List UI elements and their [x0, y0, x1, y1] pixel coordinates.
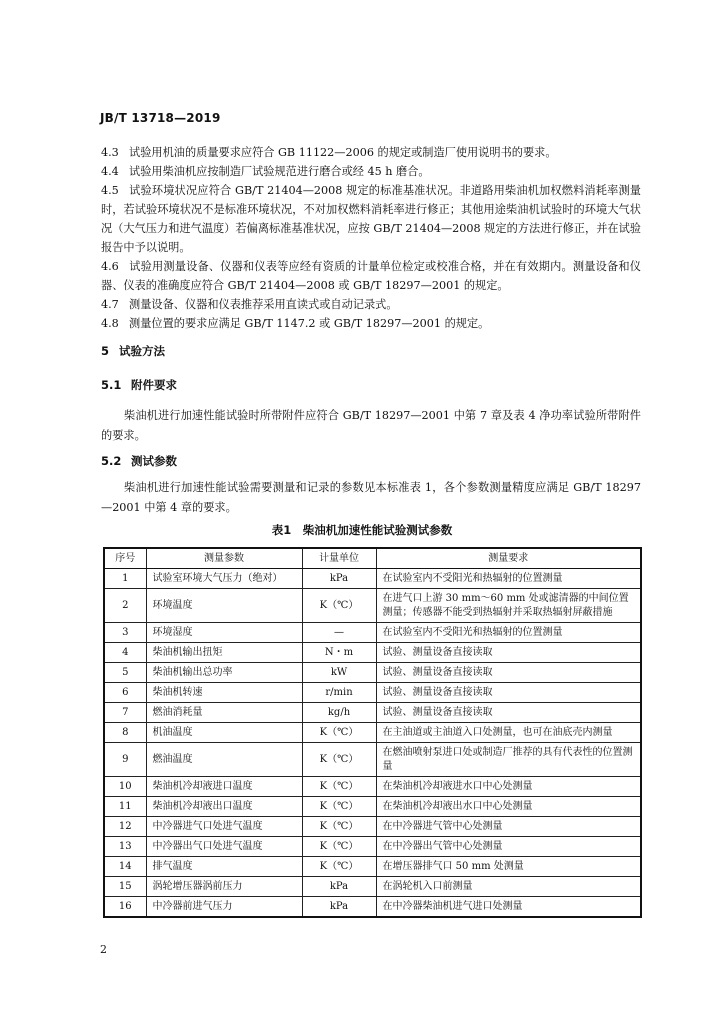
cell-param: 柴油机输出总功率: [146, 663, 302, 683]
clause-4-8: [101, 314, 641, 333]
section-5-1-heading: [101, 377, 177, 393]
cell-unit: K（℃）: [302, 589, 376, 623]
cell-no: 9: [104, 743, 146, 777]
cell-req: 在涡轮机入口前测量: [376, 877, 641, 897]
cell-param: 涡轮增压器涡前压力: [146, 877, 302, 897]
cell-req: 在试验室内不受阳光和热辐射的位置测量: [376, 623, 641, 643]
cell-no: 13: [104, 837, 146, 857]
cell-no: 1: [104, 569, 146, 589]
table-row: [104, 797, 641, 817]
cell-no: 16: [104, 897, 146, 918]
page-number: 2: [100, 943, 107, 956]
table-row: [104, 857, 641, 877]
clause-4-3: [101, 143, 641, 162]
cell-param: 环境湿度: [146, 623, 302, 643]
clause-number: 4.8: [101, 317, 119, 330]
cell-unit: kg/h: [302, 703, 376, 723]
cell-req: 在柴油机冷却液进水口中心处测量: [376, 777, 641, 797]
header-req: 测量要求: [376, 548, 641, 569]
header-param: 测量参数: [146, 548, 302, 569]
header-unit: 计量单位: [302, 548, 376, 569]
section-5-1-text: 柴油机进行加速性能试验时所带附件应符合 GB/T 18297—2001 中第 7 章及表 4 净功率试验所带附件的要求。: [101, 409, 641, 442]
cell-unit: kPa: [302, 877, 376, 897]
cell-param: 柴油机冷却液进口温度: [146, 777, 302, 797]
table-row: [104, 817, 641, 837]
table-row: [104, 877, 641, 897]
clause-4-4: [101, 162, 641, 181]
table-row: [104, 743, 641, 777]
clause-number: 4.3: [101, 146, 119, 159]
clause-text: 试验用柴油机应按制造厂试验规范进行磨合或经 45 h 磨合。: [129, 165, 430, 178]
clause-number: 4.7: [101, 298, 119, 311]
clause-4-7: [101, 295, 641, 314]
cell-req: 在燃油喷射泵进口处或制造厂推荐的具有代表性的位置测量: [376, 743, 641, 777]
cell-no: 3: [104, 623, 146, 643]
clause-number: 4.6: [101, 260, 119, 273]
clause-text: 试验环境状况应符合 GB/T 21404—2008 规定的标准基准状况。非道路用柴油机加权燃料消耗率测量时，若试验环境状况不是标准环境状况，不对加权燃料消耗率进行修正；其他用途柴油机试验时的环境大气状况（大气压力和进气温度）若偏离标准基准状况，应按 GB/T 21404—2008 规定的方法进行修正，并在试验报告中予以说明。: [101, 184, 641, 254]
cell-param: 柴油机冷却液出口温度: [146, 797, 302, 817]
cell-unit: kW: [302, 663, 376, 683]
section-number: 5: [101, 344, 110, 358]
cell-no: 5: [104, 663, 146, 683]
table-row: [104, 777, 641, 797]
cell-req: 试验、测量设备直接读取: [376, 643, 641, 663]
cell-req: 试验、测量设备直接读取: [376, 703, 641, 723]
cell-unit: N・m: [302, 643, 376, 663]
table-row: [104, 723, 641, 743]
cell-param: 柴油机转速: [146, 683, 302, 703]
cell-req: 试验、测量设备直接读取: [376, 683, 641, 703]
cell-unit: K（℃）: [302, 743, 376, 777]
cell-no: 11: [104, 797, 146, 817]
cell-unit: kPa: [302, 897, 376, 918]
cell-no: 10: [104, 777, 146, 797]
section-number: 5.2: [101, 454, 122, 468]
cell-param: 柴油机输出扭矩: [146, 643, 302, 663]
section-number: 5.1: [101, 378, 122, 392]
clause-text: 测量设备、仪器和仪表推荐采用直读式或自动记录式。: [129, 298, 398, 311]
cell-req: 在试验室内不受阳光和热辐射的位置测量: [376, 569, 641, 589]
cell-unit: K（℃）: [302, 797, 376, 817]
table-header-row: [104, 548, 641, 569]
cell-no: 12: [104, 817, 146, 837]
cell-req: 在主油道或主油道入口处测量，也可在油底壳内测量: [376, 723, 641, 743]
clause-text: 测量位置的要求应满足 GB/T 1147.2 或 GB/T 18297—2001 的规定。: [129, 317, 490, 330]
cell-no: 4: [104, 643, 146, 663]
table-row: [104, 589, 641, 623]
cell-param: 排气温度: [146, 857, 302, 877]
cell-no: 7: [104, 703, 146, 723]
header-no: 序号: [104, 548, 146, 569]
table-row: [104, 643, 641, 663]
cell-param: 中冷器前进气压力: [146, 897, 302, 918]
cell-req: 在中冷器柴油机进气进口处测量: [376, 897, 641, 918]
cell-unit: K（℃）: [302, 857, 376, 877]
cell-param: 试验室环境大气压力（绝对）: [146, 569, 302, 589]
test-parameter-table: [103, 547, 642, 918]
clause-4-5: [101, 181, 641, 257]
cell-unit: —: [302, 623, 376, 643]
table-title: 表1 柴油机加速性能试验测试参数: [271, 523, 453, 537]
cell-param: 燃油温度: [146, 743, 302, 777]
cell-unit: K（℃）: [302, 723, 376, 743]
table-row: [104, 623, 641, 643]
cell-param: 环境温度: [146, 589, 302, 623]
clause-number: 4.4: [101, 165, 119, 178]
cell-no: 6: [104, 683, 146, 703]
cell-no: 8: [104, 723, 146, 743]
cell-req: 在柴油机冷却液出水口中心处测量: [376, 797, 641, 817]
document-code: JB/T 13718—2019: [100, 111, 221, 125]
cell-req: 试验、测量设备直接读取: [376, 663, 641, 683]
cell-no: 15: [104, 877, 146, 897]
section-title: 试验方法: [119, 344, 165, 358]
cell-req: 在增压器排气口 50 mm 处测量: [376, 857, 641, 877]
section-title: 附件要求: [131, 378, 177, 392]
table-row: [104, 837, 641, 857]
cell-unit: r/min: [302, 683, 376, 703]
section-5-2-heading: [101, 453, 177, 469]
table-row: [104, 569, 641, 589]
cell-req: 在中冷器进气管中心处测量: [376, 817, 641, 837]
clause-number: 4.5: [101, 184, 119, 197]
section-5-2-text: 柴油机进行加速性能试验需要测量和记录的参数见本标准表 1，各个参数测量精度应满足 GB/T 18297—2001 中第 4 章的要求。: [101, 481, 641, 514]
cell-param: 燃油消耗量: [146, 703, 302, 723]
cell-param: 中冷器出气口处进气温度: [146, 837, 302, 857]
table-row: [104, 683, 641, 703]
cell-req: 在中冷器出气管中心处测量: [376, 837, 641, 857]
clause-4-6: [101, 257, 641, 295]
cell-unit: kPa: [302, 569, 376, 589]
cell-unit: K（℃）: [302, 777, 376, 797]
cell-req: 在进气口上游 30 mm～60 mm 处或滤清器的中间位置测量；传感器不能受到热辐射并采取热辐射屏蔽措施: [376, 589, 641, 623]
clause-text: 试验用机油的质量要求应符合 GB 11122—2006 的规定或制造厂使用说明书的要求。: [129, 146, 557, 159]
cell-param: 机油温度: [146, 723, 302, 743]
clause-text: 试验用测量设备、仪器和仪表等应经有资质的计量单位检定或校准合格，并在有效期内。测量设备和仪器、仪表的准确度应符合 GB/T 21404—2008 或 GB/T 18297—2001 的规定。: [101, 260, 641, 292]
cell-param: 中冷器进气口处进气温度: [146, 817, 302, 837]
section-title: 测试参数: [131, 454, 177, 468]
section-5-heading: [101, 343, 165, 359]
clause-list: [101, 143, 641, 333]
cell-no: 2: [104, 589, 146, 623]
table-row: [104, 703, 641, 723]
table-row: [104, 897, 641, 918]
cell-unit: K（℃）: [302, 837, 376, 857]
table-row: [104, 663, 641, 683]
cell-no: 14: [104, 857, 146, 877]
cell-unit: K（℃）: [302, 817, 376, 837]
